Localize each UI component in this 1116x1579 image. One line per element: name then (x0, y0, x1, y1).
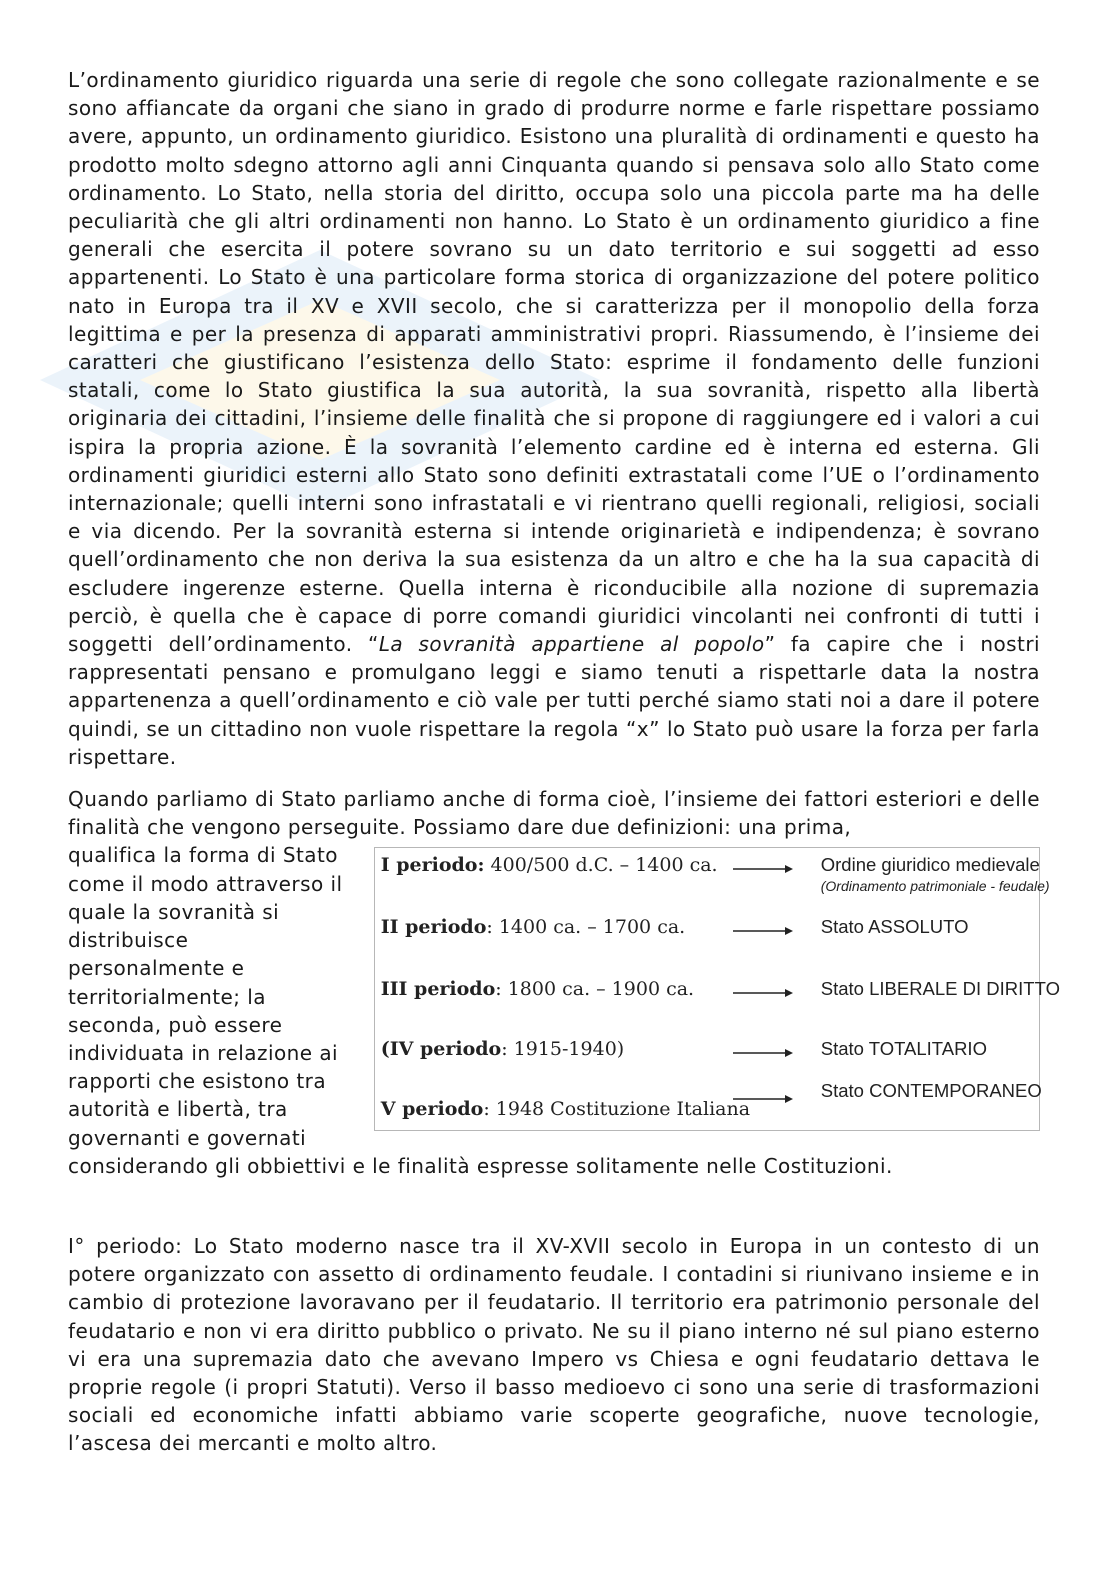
state-label: Stato ASSOLUTO (820, 916, 969, 938)
period-row: I periodo: 400/500 d.C. – 1400 ca. Ordine giuridico medievale (Ordinamento patrimoniale - feudale) (380, 854, 1050, 895)
arrow-right-icon (733, 924, 793, 938)
quote-sovranita: La sovranità appartiene al popolo (378, 632, 765, 657)
period-row: V periodo: 1948 Costituzione Italiana Stato CONTEMPORANEO (380, 1080, 1042, 1121)
arrow-right-icon (733, 1092, 793, 1106)
document-page (68, 66, 1060, 1458)
state-label: Ordine giuridico medievale (820, 854, 1040, 876)
paragraph-forma-stato-intro: Quando parliamo di Stato parliamo anche di forma cioè, l’insieme dei fattori esteriori e delle finalità che vengono perseguite. Possiamo dare due definizioni: una prima, (68, 787, 1040, 840)
period-row: (IV periodo: 1915-1940) Stato TOTALITARIO (380, 1038, 987, 1061)
state-label: Stato TOTALITARIO (820, 1038, 987, 1060)
forma-stato-figure-block (68, 841, 1060, 1151)
paragraph-forma-stato-side: qualifica la forma di Stato come il modo attraverso il quale la sovranità si distribuisce personalmente e territorialmente; la seconda, può essere individuata in relazione ai rapporti che esistono tra autorità e libertà, tra governanti e governati (68, 843, 343, 1150)
paragraph-primo-periodo: I° periodo: Lo Stato moderno nasce tra il XV-XVII secolo in Europa in un contesto di un potere organizzato con assetto di ordinamento feudale. I contadini si riunivano insieme e in cambio di protezione lavoravano per il feudatario. Il territorio era patrimonio personale del feudatario e non vi era diritto pubblico o privato. Ne su il piano interno né sul piano esterno vi era una supremazia dato che avevano Impero vs Chiesa e ogni feudatario dettava le proprie regole (i propri Statuti). Verso il basso medioevo ci sono una serie di trasformazioni sociali ed economiche infatti abbiamo varie scoperte geografiche, nuove tecnologie, l’ascesa dei mercanti e molto altro. (68, 1233, 1040, 1456)
paragraph-forma-stato-end: considerando gli obbiettivi e le finalità espresse solitamente nelle Costituzioni. (68, 1153, 893, 1178)
period-row: III periodo: 1800 ca. – 1900 ca. Stato LIBERALE DI DIRITTO (380, 978, 1060, 1001)
state-label: Stato LIBERALE DI DIRITTO (820, 978, 1060, 1000)
arrow-right-icon (733, 862, 793, 876)
state-note: (Ordinamento patrimoniale - feudale) (820, 878, 1050, 895)
state-label: Stato CONTEMPORANEO (820, 1080, 1042, 1102)
arrow-right-icon (733, 986, 793, 1000)
periods-figure (374, 847, 1060, 1131)
period-row: II periodo: 1400 ca. – 1700 ca. Stato ASSOLUTO (380, 916, 969, 939)
paragraph-ordinamento: L’ordinamento giuridico riguarda una serie di regole che sono collegate razionalmente e se sono affiancate da organi che siano in grado di produrre norme e farle rispettare possiamo avere, appunto, un ordinamento giuridico. Esistono una pluralità di ordinamenti e questo ha prodotto molto sdegno attorno agli anni Cinquanta quando si pensava solo allo Stato come ordinamento. Lo Stato, nella storia del diritto, occupa solo una piccola parte ma ha delle peculiarità che gli altri ordinamenti non hanno. Lo Stato è un ordinamento giuridico a fine generali che esercita il potere sovrano su un dato territorio e sui soggetti ad esso appartenenti. Lo Stato è una particolare forma storica di organizzazione del potere politico nato in Europa tra il XV e XVII secolo, che si caratterizza per il monopolio della forza legittima e per la presenza di apparati amministrativi propri. Riassumendo, è l’insieme dei caratteri che giustificano l’esistenza dello Stato: esprime il fondamento delle funzioni statali, come lo Stato giustifica la sua autorità, la sua sovranità, rispetto alla libertà originaria dei cittadini, l’insieme delle finalità che si propone di raggiungere ed i valori a cui ispira la propria azione. È la sovranità l’elemento cardine ed è interna ed esterna. Gli ordinamenti giuridici esterni allo Stato sono definiti extrastatali come l’UE o l’ordinamento internazionale; quelli interni sono infrastatali e vi rientrano quelli regionali, religiosi, sociali e via dicendo. Per la sovranità esterna si intende originarietà e indipendenza; è sovrano quell’ordinamento che non deriva la sua esistenza da un altro e che ha la sua capacità di escludere ingerenze esterne. Quella interna è riconducibile alla nozione di supremazia perciò, è quella che è capace di porre comandi giuridici vincolanti nei confronti di tutti i soggetti dell’ordinamento. “La sovranità appartiene al popolo” fa capire che i nostri rappresentati pensano e promulgano leggi e siamo tenuti a rispettarle data la nostra appartenenza a quell’ordinamento e ciò vale per tutti perché siamo stati noi a dare il potere quindi, se un cittadino non vuole rispettare la regola “x” lo Stato può usare la forza per farla rispettare. (68, 68, 1041, 769)
arrow-right-icon (733, 1046, 793, 1060)
